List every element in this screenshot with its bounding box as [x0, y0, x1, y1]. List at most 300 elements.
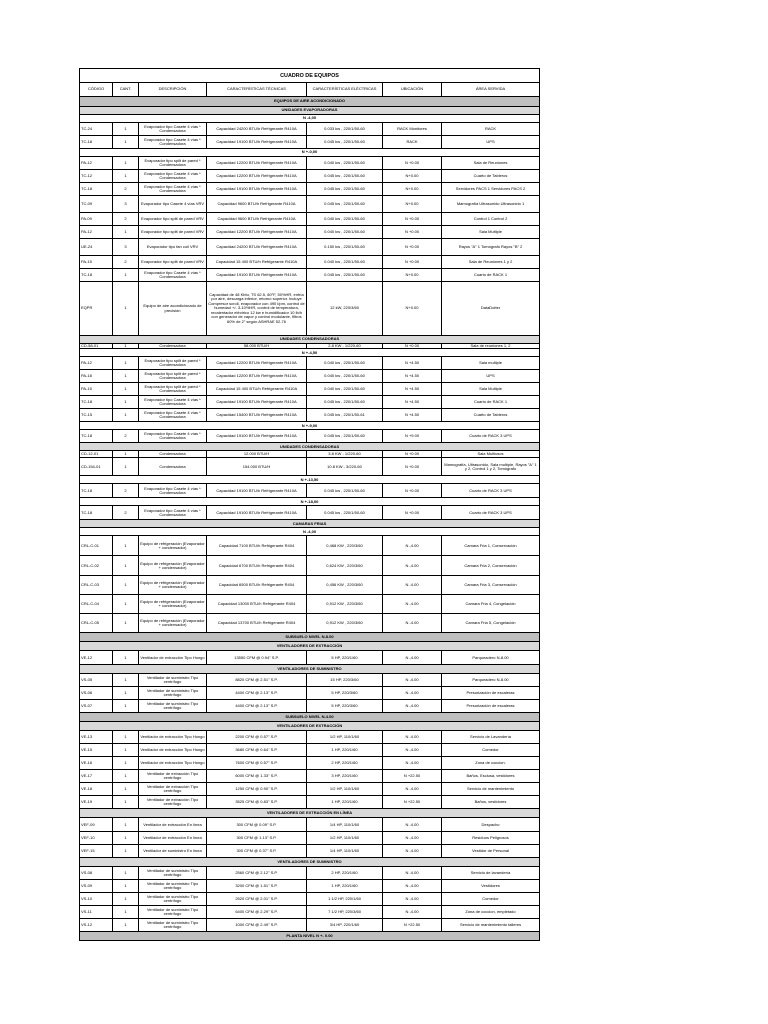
table-row — [80, 595, 540, 614]
equipment-table — [79, 68, 540, 941]
cell-ubicacion: N -4.00 — [383, 674, 442, 687]
level-header-row — [80, 476, 540, 484]
cell-area-servida: Residuos Peligrosos — [442, 832, 540, 845]
cell-descripcion: Evaporador tipo Casete 4 vías * Condensadora — [139, 183, 207, 196]
cell-cantidad: 3 — [113, 196, 139, 213]
cell-area-servida: Comedor — [442, 744, 540, 757]
cell-descripcion: Ventilador de extracción En línea — [139, 832, 207, 845]
cell-descripcion: Ventilador de extracción En línea — [139, 818, 207, 832]
cell-area-servida: Cuarto de Tableros — [442, 409, 540, 422]
cell-cantidad: 1 — [113, 344, 139, 349]
cell-descripcion: Evaporador tipo Casete 4 vías * Condensadora — [139, 409, 207, 422]
cell-cantidad: 1 — [113, 409, 139, 422]
cell-codigo: PA-15 — [80, 256, 113, 269]
cell-area-servida: Despacho — [442, 818, 540, 832]
cell-descripcion: Evaporador tipo Casete 4 vías * Condensadora — [139, 170, 207, 183]
cell-cantidad: 1 — [113, 458, 139, 476]
cell-descripcion: Ventilador de suministro Tipo centrífugo — [139, 906, 207, 919]
cell-codigo: VS-08 — [80, 867, 113, 880]
cell-caracteristicas-electricas: 0.045 kw , 220/1/50-60 — [307, 136, 383, 149]
cell-ubicacion: N -4.00 — [383, 651, 442, 665]
table-row — [80, 213, 540, 226]
table-row — [80, 226, 540, 239]
table-row — [80, 357, 540, 370]
cell-codigo: VE-17 — [80, 770, 113, 783]
cell-caracteristicas-tecnicas: Capacidad 9600 BTU/h Refrigerante R410A — [207, 213, 307, 226]
section-header-row — [80, 713, 540, 722]
table-title: CUADRO DE EQUIPOS — [80, 69, 540, 83]
cell-descripcion: Ventilador de suministro Tipo centrífugo — [139, 893, 207, 906]
cell-caracteristicas-tecnicas: 300 CFM @ 0.09" S.P. — [207, 818, 307, 832]
cell-codigo: TC-18 — [80, 484, 113, 498]
cell-codigo: TC-18 — [80, 269, 113, 282]
cell-ubicacion: N+0.00 — [383, 269, 442, 282]
table-row — [80, 451, 540, 458]
cell-ubicacion: N +0.00 — [383, 451, 442, 458]
header-caracteristicas-electricas: CARACTERÍSTICAS ELÉCTRICAS — [307, 83, 383, 97]
cell-caracteristicas-electricas: 0.150 kw , 220/1/50-60 — [307, 239, 383, 256]
table-row — [80, 651, 540, 665]
cell-caracteristicas-tecnicas: 7600 CFM @ 0.57" S.P. — [207, 757, 307, 770]
subsection-header-row — [80, 858, 540, 867]
cell-cantidad: 1 — [113, 136, 139, 149]
cell-cantidad: 1 — [113, 744, 139, 757]
cell-caracteristicas-tecnicas: 8820 CFM @ 2.51" S.P. — [207, 674, 307, 687]
table-row — [80, 614, 540, 633]
table-row — [80, 867, 540, 880]
cell-caracteristicas-electricas: 0.033 kw , 220/1/50-60 — [307, 123, 383, 136]
table-row — [80, 123, 540, 136]
level-title: N +-9,00 — [80, 422, 540, 430]
cell-area-servida: Sala Multiple — [442, 226, 540, 239]
subsection-title: VENTILADORES DE EXTRACCIÓN — [80, 642, 540, 651]
cell-cantidad: 1 — [113, 556, 139, 576]
level-header-row — [80, 528, 540, 536]
cell-caracteristicas-tecnicas: Capacidad 12200 BTU/h Refrigerante R410A — [207, 170, 307, 183]
subsection-title: UNIDADES EVAPORADORAS — [80, 107, 540, 115]
cell-cantidad: 1 — [113, 157, 139, 170]
cell-codigo: VE-12 — [80, 651, 113, 665]
cell-descripcion: Equipo de aire acondicionado de precisión — [139, 282, 207, 336]
cell-caracteristicas-tecnicas: 300 CFM @ 0.37" S.P. — [207, 845, 307, 858]
cell-caracteristicas-electricas: 0.045 kw , 220/1/50-60 — [307, 183, 383, 196]
section-header-row — [80, 932, 540, 941]
cell-cantidad: 1 — [113, 614, 139, 633]
cell-area-servida: Camara Fria 2, Conservación — [442, 556, 540, 576]
table-row — [80, 430, 540, 443]
header-area-servida: ÁREA SERVIDA — [442, 83, 540, 97]
table-row — [80, 370, 540, 383]
cell-ubicacion: N -4.00 — [383, 867, 442, 880]
cell-caracteristicas-tecnicas: Capacidad 13700 BTU/h Refrigerante R404 — [207, 614, 307, 633]
table-title-row — [80, 69, 540, 83]
subsection-header-row — [80, 722, 540, 731]
equipment-schedule-sheet — [79, 68, 539, 941]
cell-area-servida: Camara Fria 3, Conservación — [442, 576, 540, 595]
cell-codigo: PA-12 — [80, 226, 113, 239]
cell-codigo: VS-11 — [80, 906, 113, 919]
header-ubicacion: UBICACIÓN — [383, 83, 442, 97]
cell-ubicacion: N +4.50 — [383, 396, 442, 409]
cell-area-servida: Servicio de Lavandería — [442, 731, 540, 744]
cell-caracteristicas-electricas: 0.045 kw , 220/1/50-60 — [307, 269, 383, 282]
cell-caracteristicas-electricas: 0.045 kw , 220/1/50-60 — [307, 396, 383, 409]
table-row — [80, 196, 540, 213]
cell-ubicacion: N -4.00 — [383, 906, 442, 919]
cell-ubicacion: N+0.00 — [383, 196, 442, 213]
cell-ubicacion: N +0.00 — [383, 239, 442, 256]
cell-caracteristicas-electricas: 0.045 kw , 220/1/50-60 — [307, 430, 383, 443]
cell-area-servida: Presurización de escaleras — [442, 700, 540, 713]
cell-caracteristicas-tecnicas: Capacidad 12200 BTU/h Refrigerante R410A — [207, 370, 307, 383]
cell-ubicacion: N +22.50 — [383, 770, 442, 783]
cell-cantidad: 1 — [113, 576, 139, 595]
cell-caracteristicas-electricas: 0.040 kw , 220/1/50-60 — [307, 357, 383, 370]
cell-area-servida: Camara Fria 5, Congelación — [442, 614, 540, 633]
cell-codigo: VS-07 — [80, 700, 113, 713]
cell-ubicacion: N -4.00 — [383, 845, 442, 858]
cell-ubicacion: N +0.00 — [383, 506, 442, 520]
cell-descripcion: Equipo de refrigeración (Evaporador + condensador) — [139, 536, 207, 556]
cell-descripcion: Ventilador de suministro Tipo centrífugo — [139, 687, 207, 700]
cell-caracteristicas-tecnicas: Capacidad 19100 BTU/h Refrigerante R410A — [207, 430, 307, 443]
cell-caracteristicas-tecnicas: Capacidad 6700 BTU/h Refrigerante R404 — [207, 556, 307, 576]
table-row — [80, 674, 540, 687]
level-header-row — [80, 149, 540, 157]
cell-ubicacion: N -4.00 — [383, 576, 442, 595]
cell-area-servida: Servicio de lavandería — [442, 867, 540, 880]
cell-codigo: CRL-C-02 — [80, 556, 113, 576]
cell-caracteristicas-tecnicas: Capacidad 19100 BTU/h Refrigerante R410A — [207, 136, 307, 149]
cell-descripcion: Ventilador de suministro Tipo centrífugo — [139, 867, 207, 880]
cell-codigo: TC-18 — [80, 396, 113, 409]
cell-descripcion: Evaporador tipo split de pared * Condensadora — [139, 157, 207, 170]
table-row — [80, 396, 540, 409]
cell-caracteristicas-electricas: 0,624 KW , 220/3/60 — [307, 556, 383, 576]
cell-codigo: VE-15 — [80, 744, 113, 757]
section-header-row — [80, 97, 540, 107]
section-header-row — [80, 633, 540, 642]
level-header-row — [80, 115, 540, 123]
cell-area-servida: Sala de Reuniones 1 y 2 — [442, 256, 540, 269]
cell-caracteristicas-electricas: 1 HP, 220/1/60 — [307, 744, 383, 757]
cell-caracteristicas-electricas: 12 kW, 220/3/60 — [307, 282, 383, 336]
table-row — [80, 409, 540, 422]
cell-cantidad: 1 — [113, 651, 139, 665]
cell-descripcion: Ventilador de suministro Tipo centrífugo — [139, 919, 207, 932]
header-codigo: CÓDIGO — [80, 83, 113, 97]
cell-ubicacion: N -4.00 — [383, 687, 442, 700]
cell-ubicacion: N +4.50 — [383, 357, 442, 370]
cell-ubicacion: N +0.00 — [383, 157, 442, 170]
level-title: N +-0,00 — [80, 149, 540, 157]
cell-descripcion: Equipo de refrigeración (Evaporador + condensador) — [139, 595, 207, 614]
cell-caracteristicas-electricas: 0.045 kw , 220/1/50-60 — [307, 506, 383, 520]
cell-codigo: VEF-09 — [80, 818, 113, 832]
cell-descripcion: Ventilador de extracción Tipo Hongo — [139, 744, 207, 757]
cell-cantidad: 1 — [113, 770, 139, 783]
cell-caracteristicas-tecnicas: Capacidad 24200 BTU/h Refrigerante R410A — [207, 123, 307, 136]
cell-caracteristicas-tecnicas: Capacidad 13000 BTU/h Refrigerante R404 — [207, 595, 307, 614]
cell-cantidad: 2 — [113, 213, 139, 226]
cell-cantidad: 1 — [113, 832, 139, 845]
cell-area-servida: Zona de coccion, empletado — [442, 906, 540, 919]
table-row — [80, 239, 540, 256]
cell-descripcion: Evaporador tipo Casete 4 vías * Condensadora — [139, 136, 207, 149]
cell-caracteristicas-tecnicas: 3525 CFM @ 0.83" S.P. — [207, 796, 307, 809]
cell-caracteristicas-tecnicas: 3200 CFM @ 1.51" S.P. — [207, 880, 307, 893]
table-header-row — [80, 83, 540, 97]
cell-caracteristicas-tecnicas: 4400 CFM @ 2.13" S.P. — [207, 687, 307, 700]
cell-cantidad: 1 — [113, 595, 139, 614]
section-title: SUBSUELO NIVEL N-4.00 — [80, 713, 540, 722]
cell-codigo: CD-154-01 — [80, 458, 113, 476]
cell-caracteristicas-electricas: 0.045 kw , 220/1/50-60 — [307, 170, 383, 183]
cell-area-servida: Cuarto de RACK 3 UPS — [442, 430, 540, 443]
cell-caracteristicas-electricas: 0,468 KW , 220/3/60 — [307, 536, 383, 556]
cell-ubicacion: N+0.00 — [383, 282, 442, 336]
cell-caracteristicas-electricas: 2.8 KW - 1/220-60 — [307, 344, 383, 349]
cell-caracteristicas-tecnicas: 1250 CFM @ 0.90" S.P. — [207, 783, 307, 796]
cell-caracteristicas-tecnicas: 1000 CFM @ 2.49" S.P. — [207, 919, 307, 932]
cell-codigo: VE-18 — [80, 783, 113, 796]
cell-area-servida: Baños, Esclusa, vestidores — [442, 770, 540, 783]
header-cantidad: CANT. — [113, 83, 139, 97]
cell-descripcion: Ventilador de suministro Tipo centrífugo — [139, 700, 207, 713]
cell-codigo: CRL-C-05 — [80, 614, 113, 633]
cell-cantidad: 1 — [113, 893, 139, 906]
cell-area-servida: Mamografía Ultrasonido Ultrasonido 1 — [442, 196, 540, 213]
cell-cantidad: 1 — [113, 783, 139, 796]
cell-cantidad: 3 — [113, 239, 139, 256]
cell-area-servida: Servicio de mantenimiento talleres — [442, 919, 540, 932]
cell-caracteristicas-electricas: 1/4 HP, 110/1/60 — [307, 845, 383, 858]
cell-cantidad: 2 — [113, 506, 139, 520]
cell-cantidad: 1 — [113, 674, 139, 687]
cell-cantidad: 1 — [113, 919, 139, 932]
cell-caracteristicas-electricas: 0.040 kw , 220/1/50-60 — [307, 157, 383, 170]
subsection-title: UNIDADES CONDENSADORAS — [80, 443, 540, 451]
cell-ubicacion: N -4.00 — [383, 614, 442, 633]
cell-caracteristicas-electricas: 2 HP, 220/1/60 — [307, 867, 383, 880]
level-title: N -4,00 — [80, 115, 540, 123]
cell-cantidad: 1 — [113, 396, 139, 409]
table-row — [80, 783, 540, 796]
cell-ubicacion: N +0.00 — [383, 458, 442, 476]
table-row — [80, 170, 540, 183]
cell-caracteristicas-tecnicas: 13550 CFM @ 0.94" S.P. — [207, 651, 307, 665]
cell-descripcion: Equipo de refrigeración (Evaporador + condensador) — [139, 614, 207, 633]
cell-caracteristicas-electricas: 10.8 KW - 3/220-60 — [307, 458, 383, 476]
table-row — [80, 893, 540, 906]
cell-cantidad: 1 — [113, 282, 139, 336]
cell-caracteristicas-electricas: 1 HP, 220/1/60 — [307, 796, 383, 809]
level-title: N +-13,50 — [80, 476, 540, 484]
table-row — [80, 818, 540, 832]
table-row — [80, 796, 540, 809]
cell-descripcion: Evaporador tipo Casete 4 vías * Condensadora — [139, 430, 207, 443]
cell-cantidad: 1 — [113, 867, 139, 880]
cell-area-servida: Sala Multiusos — [442, 451, 540, 458]
cell-area-servida: Cuarto de Tableros — [442, 170, 540, 183]
cell-cantidad: 2 — [113, 484, 139, 498]
subsection-header-row — [80, 107, 540, 115]
cell-ubicacion: N+0.00 — [383, 170, 442, 183]
cell-ubicacion: N +4.50 — [383, 383, 442, 396]
cell-area-servida: UPS — [442, 136, 540, 149]
subsection-header-row — [80, 520, 540, 528]
table-row — [80, 832, 540, 845]
cell-ubicacion: N +0.00 — [383, 226, 442, 239]
cell-cantidad: 1 — [113, 383, 139, 396]
cell-cantidad: 1 — [113, 906, 139, 919]
cell-caracteristicas-electricas: 3.8 KW - 1/220-60 — [307, 451, 383, 458]
cell-area-servida: Sala de Reuniones — [442, 157, 540, 170]
cell-caracteristicas-tecnicas: Capacidad 19100 BTU/h Refrigerante R410A — [207, 396, 307, 409]
cell-caracteristicas-tecnicas: Capacidad 19100 BTU/h Refrigerante R410A — [207, 269, 307, 282]
cell-area-servida: Servicio de mantenimiento — [442, 783, 540, 796]
cell-codigo: PA-18 — [80, 370, 113, 383]
cell-area-servida: Control 1 Control 2 — [442, 213, 540, 226]
level-title: N +-4,50 — [80, 349, 540, 357]
section-title: SUBSUELO NIVEL N-8.00 — [80, 633, 540, 642]
table-row — [80, 183, 540, 196]
cell-cantidad: 2 — [113, 183, 139, 196]
cell-caracteristicas-electricas: 0.045 kw , 220/1/50-61 — [307, 409, 383, 422]
cell-cantidad: 1 — [113, 731, 139, 744]
cell-ubicacion: N +0.00 — [383, 484, 442, 498]
cell-ubicacion: N +0.00 — [383, 344, 442, 349]
cell-codigo: TC-12 — [80, 170, 113, 183]
cell-descripcion: Equipo de refrigeración (Evaporador + condensador) — [139, 556, 207, 576]
cell-cantidad: 2 — [113, 430, 139, 443]
table-row — [80, 845, 540, 858]
cell-ubicacion: N -4.00 — [383, 880, 442, 893]
cell-area-servida: Vestidor de Personal — [442, 845, 540, 858]
cell-codigo: CD-12-01 — [80, 451, 113, 458]
cell-codigo: VEF-10 — [80, 832, 113, 845]
cell-area-servida: Cuarto de RACK 3 UPS — [442, 506, 540, 520]
cell-descripcion: Evaporador tipo split de pared VRV — [139, 256, 207, 269]
subsection-title: VENTILADORES DE EXTRACCIÓN — [80, 722, 540, 731]
section-title: EQUIPOS DE AIRE ACONDICIONADO — [80, 97, 540, 107]
subsection-header-row — [80, 642, 540, 651]
cell-area-servida: DataDotter — [442, 282, 540, 336]
cell-descripcion: Evaporador tipo Casete 4 vías * Condensadora — [139, 269, 207, 282]
cell-ubicacion: N -4.00 — [383, 783, 442, 796]
cell-area-servida: Mamografía, Ultrasonido, Sala multiple, Rayos "A" 1 y 2, Control 1 y 2, Tomógrafo — [442, 458, 540, 476]
cell-caracteristicas-tecnicas: Capacidad 7100 BTU/h Refrigerante R404 — [207, 536, 307, 556]
cell-caracteristicas-tecnicas: Capacidad 9600 BTU/h Refrigerante R410A — [207, 196, 307, 213]
subsection-title: VENTILADORES DE SUMINISTRO — [80, 858, 540, 867]
cell-area-servida: Cuarto de RACK 3 UPS — [442, 484, 540, 498]
equipment-table-body — [80, 69, 540, 941]
cell-area-servida: Camara Fria 1, Conservación — [442, 536, 540, 556]
cell-cantidad: 1 — [113, 818, 139, 832]
cell-descripcion: Condensadora — [139, 458, 207, 476]
cell-codigo: TC-15 — [80, 409, 113, 422]
cell-codigo: TC-18 — [80, 183, 113, 196]
cell-ubicacion: N -4.00 — [383, 556, 442, 576]
table-row — [80, 458, 540, 476]
cell-caracteristicas-electricas: 0,912 KW , 220/3/60 — [307, 595, 383, 614]
cell-caracteristicas-tecnicas: Capacidad 12200 BTU/h Refrigerante R410A — [207, 357, 307, 370]
cell-codigo: PA-12 — [80, 157, 113, 170]
cell-descripcion: Condensadora — [139, 344, 207, 349]
cell-area-servida: Cuarto de RACK 1 — [442, 396, 540, 409]
cell-caracteristicas-electricas: 0.040 kw , 220/1/50-60 — [307, 226, 383, 239]
cell-area-servida: Parqueadero N-8.00 — [442, 651, 540, 665]
cell-caracteristicas-electricas: 0.040 kw , 220/1/50-60 — [307, 370, 383, 383]
cell-caracteristicas-electricas: 5 HP, 220/1/60 — [307, 651, 383, 665]
cell-caracteristicas-electricas: 0,912 KW , 220/3/60 — [307, 614, 383, 633]
cell-ubicacion: N -4.00 — [383, 731, 442, 744]
table-row — [80, 256, 540, 269]
cell-area-servida: Baños, vestidores — [442, 796, 540, 809]
cell-descripcion: Evaporador tipo split de pared * Condensadora — [139, 370, 207, 383]
table-row — [80, 770, 540, 783]
cell-caracteristicas-tecnicas: 12.000 BTU/H — [207, 451, 307, 458]
cell-codigo: VE-13 — [80, 731, 113, 744]
cell-caracteristicas-tecnicas: Capacidad 15 400 BTU/h Refrigerante R410A — [207, 256, 307, 269]
cell-caracteristicas-tecnicas: Capacidad 24200 BTU/h Refrigerante R410A — [207, 239, 307, 256]
cell-codigo: PA-12 — [80, 357, 113, 370]
table-row — [80, 136, 540, 149]
cell-codigo: VEF-15 — [80, 845, 113, 858]
cell-cantidad: 1 — [113, 451, 139, 458]
cell-codigo: VS-10 — [80, 893, 113, 906]
cell-ubicacion: N +4.50 — [383, 409, 442, 422]
cell-caracteristicas-electricas: 7 1/2 HP, 220/3/60 — [307, 906, 383, 919]
cell-codigo: CRL-C-04 — [80, 595, 113, 614]
subsection-header-row — [80, 809, 540, 818]
cell-codigo: CRL-C-03 — [80, 576, 113, 595]
cell-area-servida: Comedor — [442, 893, 540, 906]
cell-codigo: VS-06 — [80, 687, 113, 700]
table-row — [80, 576, 540, 595]
cell-cantidad: 1 — [113, 880, 139, 893]
cell-ubicacion: N -4.00 — [383, 536, 442, 556]
cell-ubicacion: N -4.00 — [383, 832, 442, 845]
cell-descripcion: Evaporador tipo Casete 4 vías * Condensadora — [139, 396, 207, 409]
cell-caracteristicas-tecnicas: Capacidad 12200 BTU/h Refrigerante R410A — [207, 157, 307, 170]
table-row — [80, 484, 540, 498]
cell-caracteristicas-tecnicas: Capacidad 19100 BTU/h Refrigerante R410A — [207, 484, 307, 498]
level-title: N -4,00 — [80, 528, 540, 536]
cell-caracteristicas-tecnicas: 3680 CFM @ 0.64" S.P. — [207, 744, 307, 757]
level-title: N +-18,00 — [80, 498, 540, 506]
cell-caracteristicas-tecnicas: 2520 CFM @ 2.01" S.P. — [207, 893, 307, 906]
cell-caracteristicas-electricas: 0.040 kw , 220/1/50-60 — [307, 256, 383, 269]
cell-descripcion: Ventilador de suministro Tipo centrífugo — [139, 880, 207, 893]
cell-caracteristicas-tecnicas: 2560 CFM @ 2.12" S.P. — [207, 867, 307, 880]
cell-cantidad: 1 — [113, 269, 139, 282]
cell-ubicacion: N -4.00 — [383, 744, 442, 757]
level-header-row — [80, 349, 540, 357]
cell-cantidad: 1 — [113, 845, 139, 858]
cell-descripcion: Evaporador tipo split de pared VRV — [139, 226, 207, 239]
cell-caracteristicas-tecnicas: Capacidad 15 400 BTU/h Refrigerante R410A — [207, 383, 307, 396]
cell-ubicacion: RACK Monitores — [383, 123, 442, 136]
cell-cantidad: 1 — [113, 170, 139, 183]
cell-descripcion: Evaporador tipo Casete 4 vías VRV — [139, 196, 207, 213]
cell-descripcion: Evaporador tipo Casete 4 vías * Condensadora — [139, 123, 207, 136]
cell-caracteristicas-electricas: 0,456 KW , 220/3/60 — [307, 576, 383, 595]
cell-codigo: TC-24 — [80, 123, 113, 136]
cell-cantidad: 1 — [113, 757, 139, 770]
cell-codigo: UE-24 — [80, 239, 113, 256]
cell-ubicacion: N -4.00 — [383, 595, 442, 614]
